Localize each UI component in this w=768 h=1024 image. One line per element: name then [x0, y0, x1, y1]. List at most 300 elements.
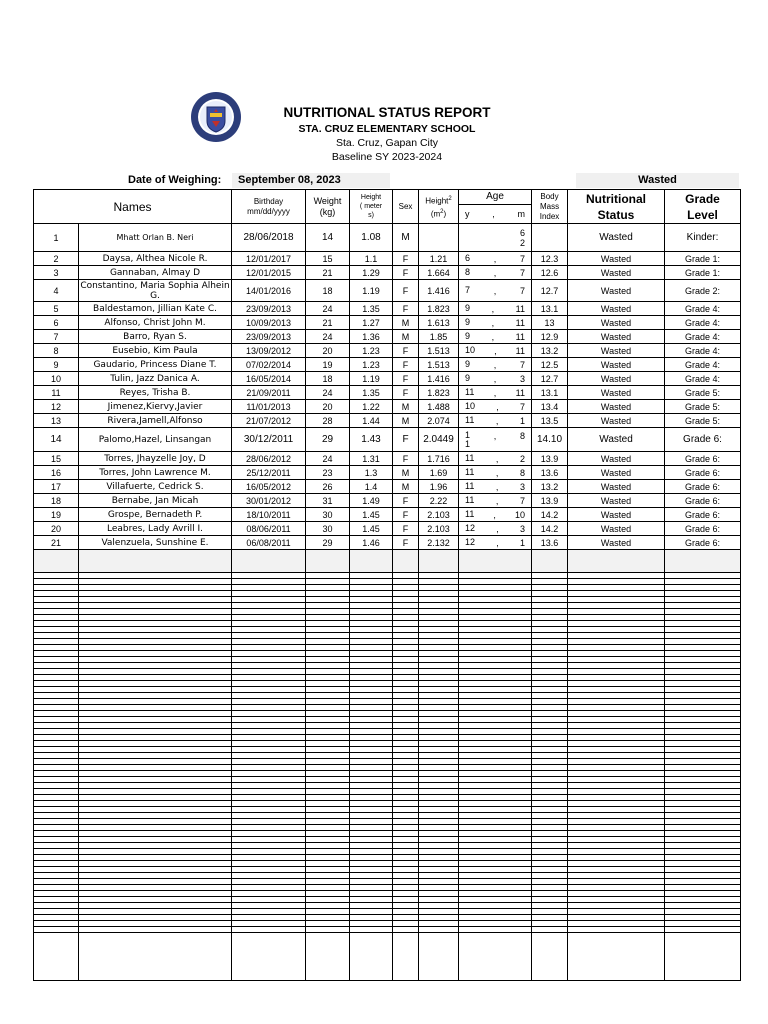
- row-number[interactable]: 7: [34, 330, 79, 344]
- grade-level-cell[interactable]: Grade 6:: [665, 536, 741, 550]
- age-cell[interactable]: [459, 344, 532, 358]
- height-cell[interactable]: 1.49: [350, 494, 393, 508]
- age-separator: ,: [494, 345, 497, 356]
- nutritional-status-cell[interactable]: Wasted: [568, 466, 665, 480]
- birthday-cell[interactable]: 23/09/2013: [232, 302, 306, 316]
- age-years: 11: [465, 414, 475, 425]
- sex-cell[interactable]: F: [393, 508, 419, 522]
- row-number[interactable]: 15: [34, 452, 79, 466]
- weight-cell[interactable]: 30: [306, 508, 350, 522]
- student-name[interactable]: Alfonso, Christ John M.: [79, 316, 232, 330]
- height-cell[interactable]: 1.45: [350, 522, 393, 536]
- weight-cell[interactable]: 26: [306, 480, 350, 494]
- grade-level-cell[interactable]: Grade 6:: [665, 480, 741, 494]
- age-cell[interactable]: [459, 224, 532, 252]
- age-cell[interactable]: [459, 508, 532, 522]
- nutritional-status-cell[interactable]: Wasted: [568, 280, 665, 302]
- age-months: 11: [515, 387, 525, 398]
- table-header-row: [34, 190, 741, 224]
- nutritional-status-cell[interactable]: Wasted: [568, 302, 665, 316]
- empty-cell[interactable]: [232, 933, 306, 981]
- birthday-cell[interactable]: 28/06/2012: [232, 452, 306, 466]
- student-name[interactable]: Villafuerte, Cedrick S.: [79, 480, 232, 494]
- height-cell[interactable]: 1.44: [350, 414, 393, 428]
- bmi-cell[interactable]: 13.1: [532, 302, 568, 316]
- grade-level-cell[interactable]: Grade 5:: [665, 400, 741, 414]
- grade-level-cell[interactable]: Grade 5:: [665, 414, 741, 428]
- weight-cell[interactable]: 29: [306, 536, 350, 550]
- height-squared-cell[interactable]: 1.69: [419, 466, 459, 480]
- table-row[interactable]: [34, 316, 741, 330]
- weight-cell[interactable]: 15: [306, 252, 350, 266]
- student-name[interactable]: Torres, Jhayzelle Joy, D: [79, 452, 232, 466]
- nutritional-status-cell[interactable]: Wasted: [568, 494, 665, 508]
- sex-cell[interactable]: F: [393, 536, 419, 550]
- weight-cell[interactable]: 30: [306, 522, 350, 536]
- row-number[interactable]: 13: [34, 414, 79, 428]
- blank-cell[interactable]: [232, 550, 306, 573]
- height-cell[interactable]: 1.3: [350, 466, 393, 480]
- table-row[interactable]: [34, 372, 741, 386]
- height-squared-cell[interactable]: 2.074: [419, 414, 459, 428]
- height-squared-cell[interactable]: 1.823: [419, 302, 459, 316]
- row-number[interactable]: 14: [34, 428, 79, 452]
- age-months: 11: [515, 303, 526, 314]
- row-number[interactable]: 12: [34, 400, 79, 414]
- nutritional-status-table: [33, 189, 741, 981]
- names-header: Names: [34, 190, 232, 224]
- nutritional-status-cell[interactable]: Wasted: [568, 400, 665, 414]
- empty-cell[interactable]: [419, 933, 459, 981]
- age-cell[interactable]: [459, 414, 532, 428]
- age-separator: ,: [493, 387, 497, 398]
- age-years: 1 1: [465, 429, 471, 449]
- bmi-cell[interactable]: 13.9: [532, 452, 568, 466]
- weight-cell[interactable]: 28: [306, 414, 350, 428]
- age-cell[interactable]: [459, 330, 532, 344]
- weight-cell[interactable]: 14: [306, 224, 350, 252]
- bmi-cell[interactable]: 12.7: [532, 280, 568, 302]
- table-row[interactable]: [34, 400, 741, 414]
- weight-cell[interactable]: 24: [306, 330, 350, 344]
- birthday-cell[interactable]: 07/02/2014: [232, 358, 306, 372]
- grade-level-cell[interactable]: Grade 5:: [665, 386, 741, 400]
- sex-cell[interactable]: F: [393, 302, 419, 316]
- bmi-cell[interactable]: 12.5: [532, 358, 568, 372]
- height-squared-cell[interactable]: 1.513: [419, 344, 459, 358]
- bmi-cell[interactable]: 13.2: [532, 344, 568, 358]
- bmi-cell[interactable]: 13.6: [532, 536, 568, 550]
- nutritional-status-cell[interactable]: Wasted: [568, 414, 665, 428]
- row-number[interactable]: 1: [34, 224, 79, 252]
- student-name[interactable]: Daysa, Althea Nicole R.: [79, 252, 232, 266]
- weight-cell[interactable]: 24: [306, 302, 350, 316]
- grade-level-cell[interactable]: Grade 6:: [665, 452, 741, 466]
- empty-cell[interactable]: [350, 933, 393, 981]
- nutritional-status-cell[interactable]: Wasted: [568, 224, 665, 252]
- table-row[interactable]: [34, 280, 741, 302]
- height-cell[interactable]: 1.31: [350, 452, 393, 466]
- height-cell[interactable]: 1.29: [350, 266, 393, 280]
- table-row[interactable]: [34, 508, 741, 522]
- empty-row[interactable]: [34, 933, 741, 981]
- age-cell[interactable]: [459, 372, 532, 386]
- blank-cell[interactable]: [393, 550, 419, 573]
- weight-cell[interactable]: 21: [306, 316, 350, 330]
- height-cell[interactable]: 1.4: [350, 480, 393, 494]
- sex-cell[interactable]: M: [393, 480, 419, 494]
- blank-cell[interactable]: [350, 550, 393, 573]
- student-name[interactable]: Leabres, Lady Avrill I.: [79, 522, 232, 536]
- nutritional-status-cell[interactable]: Wasted: [568, 536, 665, 550]
- height-squared-cell[interactable]: 2.103: [419, 522, 459, 536]
- birthday-cell[interactable]: 23/09/2013: [232, 330, 306, 344]
- height-squared-cell[interactable]: 1.416: [419, 280, 459, 302]
- blank-row[interactable]: [34, 550, 741, 573]
- height-squared-cell[interactable]: 1.416: [419, 372, 459, 386]
- bmi-cell[interactable]: 13.9: [532, 494, 568, 508]
- birthday-cell[interactable]: 25/12/2011: [232, 466, 306, 480]
- grade-level-cell[interactable]: Grade 2:: [665, 280, 741, 302]
- grade-level-cell[interactable]: Grade 4:: [665, 344, 741, 358]
- height-cell[interactable]: 1.23: [350, 358, 393, 372]
- empty-cell[interactable]: [532, 933, 568, 981]
- age-cell[interactable]: [459, 480, 532, 494]
- age-cell[interactable]: [459, 386, 532, 400]
- empty-cell[interactable]: [568, 933, 665, 981]
- row-number[interactable]: 19: [34, 508, 79, 522]
- bmi-cell[interactable]: 13.2: [532, 480, 568, 494]
- age-cell[interactable]: [459, 536, 532, 550]
- student-name[interactable]: Baldestamon, Jillian Kate C.: [79, 302, 232, 316]
- sex-cell[interactable]: M: [393, 466, 419, 480]
- student-name[interactable]: Eusebio, Kim Paula: [79, 344, 232, 358]
- row-number[interactable]: 4: [34, 280, 79, 302]
- weight-cell[interactable]: 20: [306, 344, 350, 358]
- birthday-cell[interactable]: 28/06/2018: [232, 224, 306, 252]
- sex-cell[interactable]: F: [393, 344, 419, 358]
- weight-cell[interactable]: 29: [306, 428, 350, 452]
- weight-cell[interactable]: 24: [306, 452, 350, 466]
- grade-level-cell[interactable]: Kinder:: [665, 224, 741, 252]
- nutritional-status-cell[interactable]: Wasted: [568, 344, 665, 358]
- age-cell[interactable]: [459, 428, 532, 452]
- row-number[interactable]: 5: [34, 302, 79, 316]
- birthday-cell[interactable]: 21/07/2012: [232, 414, 306, 428]
- weight-cell[interactable]: 20: [306, 400, 350, 414]
- age-cell[interactable]: [459, 266, 532, 280]
- table-row[interactable]: [34, 252, 741, 266]
- table-row[interactable]: [34, 494, 741, 508]
- nutritional-status-cell[interactable]: Wasted: [568, 386, 665, 400]
- sex-cell[interactable]: F: [393, 452, 419, 466]
- weight-cell[interactable]: 24: [306, 386, 350, 400]
- row-number[interactable]: 6: [34, 316, 79, 330]
- height-cell[interactable]: 1.35: [350, 386, 393, 400]
- birthday-cell[interactable]: 10/09/2013: [232, 316, 306, 330]
- height-squared-cell[interactable]: 1.513: [419, 358, 459, 372]
- sex-cell[interactable]: M: [393, 330, 419, 344]
- bmi-cell[interactable]: 13.5: [532, 414, 568, 428]
- bmi-cell[interactable]: 13: [532, 316, 568, 330]
- row-number[interactable]: 9: [34, 358, 79, 372]
- age-cell[interactable]: [459, 302, 532, 316]
- blank-cell[interactable]: [532, 550, 568, 573]
- grade-level-cell[interactable]: Grade 6:: [665, 428, 741, 452]
- student-name[interactable]: Palomo,Hazel, Linsangan: [79, 428, 232, 452]
- height-cell[interactable]: 1.45: [350, 508, 393, 522]
- nutritional-status-cell[interactable]: Wasted: [568, 266, 665, 280]
- row-number[interactable]: 2: [34, 252, 79, 266]
- table-row[interactable]: [34, 522, 741, 536]
- grade-level-header: Grade Level: [665, 190, 741, 224]
- height-cell[interactable]: 1.22: [350, 400, 393, 414]
- weight-cell[interactable]: 18: [306, 280, 350, 302]
- birthday-cell[interactable]: 21/09/2011: [232, 386, 306, 400]
- weight-cell[interactable]: 19: [306, 358, 350, 372]
- height-cell[interactable]: 1.08: [350, 224, 393, 252]
- age-years: 8: [465, 266, 471, 277]
- table-row[interactable]: [34, 452, 741, 466]
- height-cell[interactable]: 1.46: [350, 536, 393, 550]
- height-cell[interactable]: 1.36: [350, 330, 393, 344]
- bmi-cell[interactable]: 12.3: [532, 252, 568, 266]
- height-cell[interactable]: 1.19: [350, 280, 393, 302]
- blank-cell[interactable]: [79, 550, 232, 573]
- row-number[interactable]: 20: [34, 522, 79, 536]
- age-years: 11: [465, 480, 475, 491]
- row-number[interactable]: 3: [34, 266, 79, 280]
- row-number[interactable]: 18: [34, 494, 79, 508]
- blank-cell[interactable]: [34, 550, 79, 573]
- age-cell[interactable]: [459, 494, 532, 508]
- nutritional-status-cell[interactable]: Wasted: [568, 358, 665, 372]
- birthday-cell[interactable]: 16/05/2014: [232, 372, 306, 386]
- empty-cell[interactable]: [306, 933, 350, 981]
- student-name[interactable]: Reyes, Trisha B.: [79, 386, 232, 400]
- nutritional-status-cell[interactable]: Wasted: [568, 522, 665, 536]
- birthday-cell[interactable]: 16/05/2012: [232, 480, 306, 494]
- birthday-cell[interactable]: 18/10/2011: [232, 508, 306, 522]
- student-name[interactable]: Jimenez,Kiervy,Javier: [79, 400, 232, 414]
- age-separator: ,: [491, 331, 495, 342]
- height-cell[interactable]: 1.19: [350, 372, 393, 386]
- age-separator: ,: [493, 267, 497, 278]
- table-row[interactable]: [34, 330, 741, 344]
- grade-level-cell[interactable]: Grade 1:: [665, 252, 741, 266]
- table-row[interactable]: [34, 266, 741, 280]
- age-months: 7: [519, 359, 525, 370]
- weight-cell[interactable]: 18: [306, 372, 350, 386]
- grade-level-cell[interactable]: Grade 6:: [665, 466, 741, 480]
- bmi-cell[interactable]: 14.10: [532, 428, 568, 452]
- table-row[interactable]: [34, 386, 741, 400]
- bmi-cell[interactable]: 14.2: [532, 508, 568, 522]
- height-squared-cell[interactable]: 1.85: [419, 330, 459, 344]
- grade-level-cell[interactable]: Grade 6:: [665, 522, 741, 536]
- student-name[interactable]: Gannaban, Almay D: [79, 266, 232, 280]
- height-squared-cell[interactable]: 1.488: [419, 400, 459, 414]
- birthday-cell[interactable]: 11/01/2013: [232, 400, 306, 414]
- age-cell[interactable]: [459, 466, 532, 480]
- age-separator: ,: [493, 430, 497, 441]
- height-squared-cell[interactable]: 1.823: [419, 386, 459, 400]
- empty-cell[interactable]: [393, 933, 419, 981]
- bmi-cell[interactable]: 12.7: [532, 372, 568, 386]
- height-squared-cell[interactable]: [419, 224, 459, 252]
- row-number[interactable]: 10: [34, 372, 79, 386]
- sex-cell[interactable]: F: [393, 358, 419, 372]
- grade-level-cell[interactable]: Grade 4:: [665, 330, 741, 344]
- student-name[interactable]: Rivera,Jamell,Alfonso: [79, 414, 232, 428]
- nutritional-status-cell[interactable]: Wasted: [568, 508, 665, 522]
- table-row[interactable]: [34, 480, 741, 494]
- row-number[interactable]: 17: [34, 480, 79, 494]
- birthday-cell[interactable]: 30/01/2012: [232, 494, 306, 508]
- nutritional-status-cell[interactable]: Wasted: [568, 252, 665, 266]
- bmi-cell[interactable]: 14.2: [532, 522, 568, 536]
- age-cell[interactable]: [459, 316, 532, 330]
- date-of-weighing-value[interactable]: September 08, 2023: [232, 173, 390, 188]
- age-cell[interactable]: [459, 522, 532, 536]
- grade-level-cell[interactable]: Grade 6:: [665, 508, 741, 522]
- grade-level-cell[interactable]: Grade 6:: [665, 494, 741, 508]
- weight-cell[interactable]: 21: [306, 266, 350, 280]
- sex-cell[interactable]: M: [393, 224, 419, 252]
- table-row[interactable]: [34, 344, 741, 358]
- height-squared-cell[interactable]: 1.21: [419, 252, 459, 266]
- height-squared-cell[interactable]: 2.103: [419, 508, 459, 522]
- grade-level-cell[interactable]: Grade 4:: [665, 358, 741, 372]
- height-squared-cell[interactable]: 1.613: [419, 316, 459, 330]
- student-name[interactable]: Mhatt Orlan B. Neri: [79, 224, 232, 252]
- age-cell[interactable]: [459, 280, 532, 302]
- nutritional-status-cell[interactable]: Wasted: [568, 428, 665, 452]
- weight-cell[interactable]: 31: [306, 494, 350, 508]
- height-squared-cell[interactable]: 2.22: [419, 494, 459, 508]
- height-squared-cell[interactable]: 1.664: [419, 266, 459, 280]
- table-row[interactable]: [34, 536, 741, 550]
- nutritional-status-cell[interactable]: Wasted: [568, 330, 665, 344]
- bmi-cell[interactable]: 12.6: [532, 266, 568, 280]
- empty-cell[interactable]: [459, 933, 532, 981]
- row-number[interactable]: 21: [34, 536, 79, 550]
- sex-cell[interactable]: F: [393, 266, 419, 280]
- birthday-cell[interactable]: 12/01/2015: [232, 266, 306, 280]
- student-name[interactable]: Constantino, Maria Sophia Alhein G.: [80, 280, 230, 301]
- row-number[interactable]: 11: [34, 386, 79, 400]
- nutritional-status-cell[interactable]: Wasted: [568, 316, 665, 330]
- height-squared-cell[interactable]: 1.716: [419, 452, 459, 466]
- status-filter-value[interactable]: Wasted: [576, 173, 739, 188]
- sex-cell[interactable]: F: [393, 372, 419, 386]
- age-months: 6 2: [520, 227, 526, 248]
- empty-cell[interactable]: [665, 933, 741, 981]
- student-name[interactable]: Tulin, Jazz Danica A.: [79, 372, 232, 386]
- nutritional-status-cell[interactable]: Wasted: [568, 372, 665, 386]
- blank-cell[interactable]: [568, 550, 665, 573]
- age-cell[interactable]: [459, 400, 532, 414]
- bmi-cell[interactable]: 12.9: [532, 330, 568, 344]
- bmi-cell[interactable]: 13.6: [532, 466, 568, 480]
- bmi-cell[interactable]: [532, 224, 568, 252]
- bmi-cell[interactable]: 13.1: [532, 386, 568, 400]
- birthday-cell[interactable]: 06/08/2011: [232, 536, 306, 550]
- row-number[interactable]: 16: [34, 466, 79, 480]
- sex-cell[interactable]: F: [393, 252, 419, 266]
- height-squared-cell[interactable]: 2.0449: [419, 428, 459, 452]
- age-cell[interactable]: [459, 358, 532, 372]
- grade-level-cell[interactable]: Grade 4:: [665, 302, 741, 316]
- table-row[interactable]: [34, 224, 741, 252]
- nutritional-status-cell[interactable]: Wasted: [568, 480, 665, 494]
- bmi-cell[interactable]: 13.4: [532, 400, 568, 414]
- table-row[interactable]: [34, 414, 741, 428]
- blank-cell[interactable]: [419, 550, 459, 573]
- blank-cell[interactable]: [459, 550, 532, 573]
- age-years: 9: [465, 372, 471, 383]
- age-months: 10: [515, 509, 526, 520]
- student-name[interactable]: Torres, John Lawrence M.: [79, 466, 232, 480]
- height-cell[interactable]: 1.27: [350, 316, 393, 330]
- table-row[interactable]: [34, 358, 741, 372]
- birthday-cell[interactable]: 12/01/2017: [232, 252, 306, 266]
- student-name[interactable]: Barro, Ryan S.: [79, 330, 232, 344]
- height-cell[interactable]: 1.23: [350, 344, 393, 358]
- grade-level-cell[interactable]: Grade 1:: [665, 266, 741, 280]
- sex-cell[interactable]: F: [393, 522, 419, 536]
- grade-level-cell[interactable]: Grade 4:: [665, 372, 741, 386]
- age-months: 7: [520, 495, 526, 506]
- grade-level-cell[interactable]: Grade 4:: [665, 316, 741, 330]
- weight-cell[interactable]: 23: [306, 466, 350, 480]
- height-cell[interactable]: 1.1: [350, 252, 393, 266]
- table-row[interactable]: [34, 466, 741, 480]
- table-row[interactable]: [34, 302, 741, 316]
- blank-cell[interactable]: [306, 550, 350, 573]
- age-months: 7: [519, 253, 525, 264]
- sex-cell[interactable]: F: [393, 280, 419, 302]
- student-name[interactable]: Grospe, Bernadeth P.: [79, 508, 232, 522]
- sex-cell[interactable]: F: [393, 386, 419, 400]
- height-squared-cell[interactable]: 1.96: [419, 480, 459, 494]
- student-name[interactable]: Valenzuela, Sunshine E.: [79, 536, 232, 550]
- birthday-cell[interactable]: 13/09/2012: [232, 344, 306, 358]
- sex-cell[interactable]: F: [393, 494, 419, 508]
- empty-cell[interactable]: [79, 933, 232, 981]
- height-cell[interactable]: 1.35: [350, 302, 393, 316]
- age-cell[interactable]: [459, 252, 532, 266]
- student-name[interactable]: Gaudario, Princess Diane T.: [79, 358, 232, 372]
- birthday-cell[interactable]: 08/06/2011: [232, 522, 306, 536]
- height-cell[interactable]: 1.43: [350, 428, 393, 452]
- birthday-cell[interactable]: 14/01/2016: [232, 280, 306, 302]
- age-cell[interactable]: [459, 452, 532, 466]
- table-row[interactable]: [34, 428, 741, 452]
- row-number[interactable]: 8: [34, 344, 79, 358]
- sex-cell[interactable]: M: [393, 316, 419, 330]
- blank-cell[interactable]: [665, 550, 741, 573]
- sex-cell[interactable]: M: [393, 400, 419, 414]
- birthday-cell[interactable]: 30/12/2011: [232, 428, 306, 452]
- empty-cell[interactable]: [34, 933, 79, 981]
- student-name[interactable]: Bernabe, Jan Micah: [79, 494, 232, 508]
- height-squared-cell[interactable]: 2.132: [419, 536, 459, 550]
- age-months: 2: [520, 453, 526, 464]
- sex-cell[interactable]: F: [393, 428, 419, 452]
- sex-cell[interactable]: M: [393, 414, 419, 428]
- nutritional-status-cell[interactable]: Wasted: [568, 452, 665, 466]
